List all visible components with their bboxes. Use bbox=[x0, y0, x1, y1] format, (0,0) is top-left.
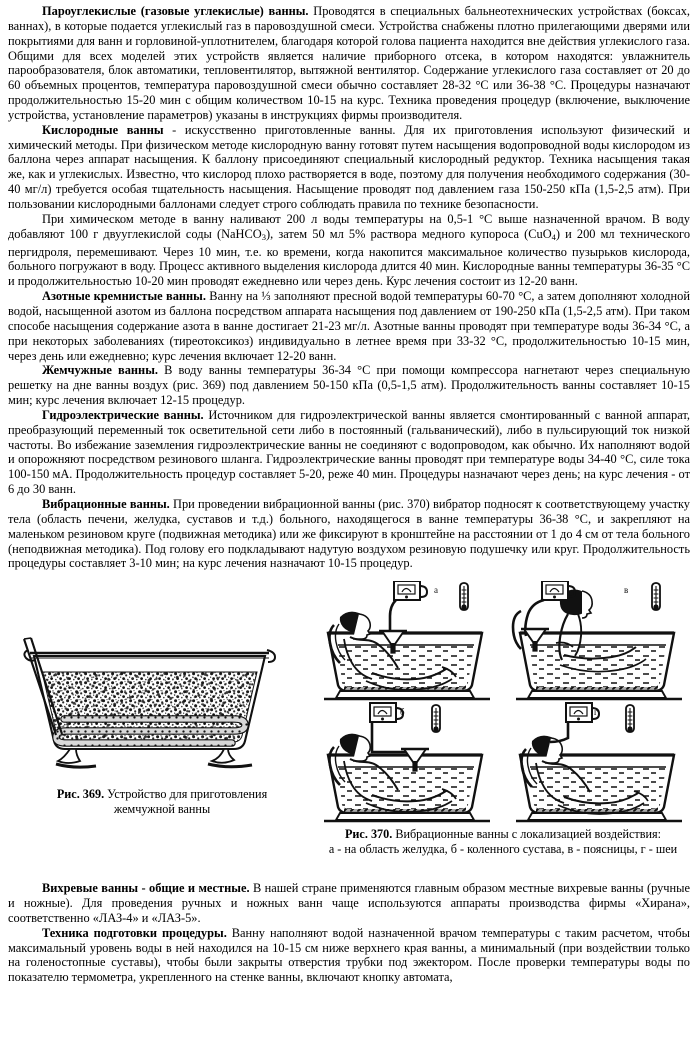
paragraph-lead: Вихревые ванны - общие и местные. bbox=[42, 881, 250, 896]
figure-370-caption bbox=[316, 827, 690, 842]
paragraph-vibratsionnye bbox=[8, 497, 690, 571]
paragraph-lead: Пароуглекислые (газовые углекислые) ванны. bbox=[42, 4, 309, 18]
paragraph-text: Ванну наполняют водой назначенной врачом температуры с таким расчетом, чтобы максимальный уровень воды в ней находился на 10-15 см ниже верхнего края ванны, а минимальный (при воздействии только на голеностопные суставы), чтобы были закрыты отверстия трубки под эжектором. После проверки температуры воды по показателю термометра, укрепленного на стенке ванны, включают кнопку автомата, bbox=[8, 925, 691, 985]
paragraph-lead: Жемчужные ванны. bbox=[42, 363, 158, 378]
paragraph-text: Проводятся в специальных бальнеотехнических устройствах (боксах, ваннах), в которые подается углекислый газ в паровоздушной смеси. Устройства снабжены плотно прилегающими дверями или покрытиями для ванн и горловиной-уплотнителем, благодаря которой голова пациента находится вне действия углекислого газа. Общими для всех моделей этих устройств является наличие приборного отсека, в котором находятся: увлажнитель парообразователя, блок автоматики, тепловентилятор, вытяжной вентилятор. Содержание углекислого газа составляет от 20 до 60 объемных процентов, температура паровоздушной смеси обычно составляет 28-32 °С или 36-38 °С. Процедуры назначают продолжительностью 15-20 мин с общим количеством 10-15 на курс. Техника проведения процедур (включение, выключение устройства, установление параметров) указаны в инструкциях фирмы производителя. bbox=[8, 4, 690, 122]
paragraph-azotnye bbox=[8, 289, 690, 363]
paragraph-tehnika-podgotovki bbox=[8, 926, 690, 985]
panel-label-v: в bbox=[624, 585, 629, 596]
panel-label-b: б bbox=[400, 707, 405, 718]
paragraph-lead: Техника подготовки процедуры. bbox=[42, 925, 227, 940]
vibration-baths-illustration bbox=[316, 581, 690, 825]
air-grid-coil bbox=[56, 719, 245, 743]
paragraph-text: - искусственно приготовленные ванны. Для их приготовления используют физический и химический методы. При физическом методе кислородную ванну готовят путем насыщения водопроводной воды кислородом из баллона через аппарат насыщения. К баллону присоединяют специальный кислородный редуктор. Техника насыщения такая же, как и углекислых. Известно, что кислород плохо растворяется в воде, поэтому для получения необходимого содержания (30-40 мг/л) требуется особая тщательность насыщения. Насыщение проводят под давлением газа 150-250 кПа (1,5-2,5 атм). При пользовании кислородными баллонами следует строго соблюдать правила по технике безопасности. bbox=[8, 122, 690, 211]
panel-label-a: а bbox=[434, 585, 438, 596]
figure-370-panel-g bbox=[516, 703, 682, 821]
figure-369-number: Рис. 369. bbox=[56, 787, 105, 802]
figure-369-caption-line2: жемчужной ванны bbox=[113, 801, 211, 816]
figure-369-caption-line1: Устройство для приготовления bbox=[107, 787, 268, 802]
paragraph-text: В нашей стране применяются главным образом местные вихревые ванны (ручные и ножные). Для проведения ручных и ножных ванн чаще используются аппараты производства фирмы «Хирана», соответственно «ЛАЗ-4» и «ЛАЗ-5». bbox=[8, 881, 690, 925]
paragraph-zhemchuzhnye bbox=[8, 363, 690, 408]
paragraph-text: Ванну на ⅓ заполняют пресной водой температуры 60-70 °С, а затем дополняют холодной водой, насыщенной азотом из баллона посредством аппарата насыщения под давлением от 190-250 кПа (1,5-2,5 атм). При таком способе насыщения содержание азота в ванне достигает 21-23 мг/л. Азотные ванны проводят при температуре воды 36-34 °С, а при некоторых заболеваниях (тиреотоксикоз) индивидуально в летнее время при 33-32 °С, продолжительностью 10-15 мин, через день или ежедневно; курс лечения включает 12-20 ванн. bbox=[8, 289, 690, 363]
panel-label-g: г bbox=[594, 707, 598, 718]
figure-370-caption-line2: а - на область желудка, б - коленного сустава, в - поясницы, г - шеи bbox=[328, 841, 678, 856]
tub-feet bbox=[56, 749, 252, 767]
figure-369-caption bbox=[12, 787, 312, 802]
paragraph-lead: Гидроэлектрические ванны. bbox=[42, 407, 204, 422]
paragraph-text: При химическом методе в ванну наливают 200 л воды температуры на 0,5-1 °С выше назначенной врачом. В воду добавляют 100 г двууглекислой соды (NaHCO$_3$), затем 50 мл 5% раствора медного купороса (CuO$_4$) и 200 мл технического пергидроля, перемешивают. Через 10 мин, т.е. ко времени, когда накопится максимальное количество пузырьков кислорода, больного погружают в воду. Процесс активного выделения кислорода длится 40 мин. Кислородные ванны температуры 36-35 °С и продолжительностью 10-20 мин проводят ежедневно или через день. Курс лечения состоит из 12-20 ванн. bbox=[8, 211, 691, 289]
figure-369 bbox=[12, 609, 312, 816]
paragraph-text: Источником для гидроэлектрической ванны является смонтированный с ванной аппарат, преобразующий переменный ток осветительной сети либо в постоянный (гальванический), либо в пульсирующий ток низкой частоты. Во избежание заземления гидроэлектрические ванны не соединяют с водопроводом, как обычно. Их наполняют водой и опорожняют посредством резинового шланга. Гидроэлектрические ванны проводят при температуре воды 34-40 °С, силе тока 100-150 мА. Продолжительность процедур составляет 5-20, реже 40 мин. Процедуры назначают через день; на курс лечения - от 6 до 30 ванн. bbox=[8, 407, 690, 497]
paragraph-parouglekislye bbox=[8, 4, 690, 123]
paragraph-vihrevye bbox=[8, 881, 690, 926]
figure-370-caption-line1: Вибрационные ванны с локализацией воздействия: bbox=[395, 827, 662, 842]
paragraph-lead: Кислородные ванны bbox=[42, 122, 164, 137]
figure-370-number: Рис. 370. bbox=[344, 827, 393, 842]
figure-370-panel-v bbox=[513, 581, 682, 699]
figure-370-panel-a bbox=[324, 581, 490, 699]
pearl-bath-illustration bbox=[12, 609, 312, 781]
figure-block bbox=[8, 581, 690, 881]
paragraph-lead: Азотные кремнистые ванны. bbox=[42, 289, 206, 304]
paragraph-text: В воду ванны температуры 36-34 °С при помощи компрессора нагнетают через специальную решетку на дне ванны воздух (рис. 369) под давлением 50-150 кПа (0,5-1,5 атм). Продолжительность ванны составляет 10-15 мин; курс лечения включает 12-15 процедур. bbox=[8, 363, 690, 408]
paragraph-kislorodnye bbox=[8, 123, 690, 212]
paragraph-gidroelektricheskie bbox=[8, 408, 690, 497]
paragraph-lead: Вибрационные ванны. bbox=[42, 496, 170, 511]
figure-370-panel-b bbox=[324, 703, 490, 821]
paragraph-himicheskiy-metod bbox=[8, 212, 690, 289]
figure-370 bbox=[316, 581, 690, 856]
paragraph-text: При проведении вибрационной ванны (рис. 370) вибратор подносят к соответствующему участку тела (область печени, желудка, суставов и т.д.) больного, находящегося в ванне температуры 36-38 °С, и закрепляют на маленьком резиновом круге (подвижная методика) или же фиксируют в кронштейне на расстоянии от 1 до 4 см от тела больного (неподвижная методика). Под голову его подкладывают надутую воздухом резиновую подушечку или круг. Продолжительность процедуры составляет 3-10 мин; на курс лечения назначают 10-15 процедур. bbox=[8, 496, 690, 571]
